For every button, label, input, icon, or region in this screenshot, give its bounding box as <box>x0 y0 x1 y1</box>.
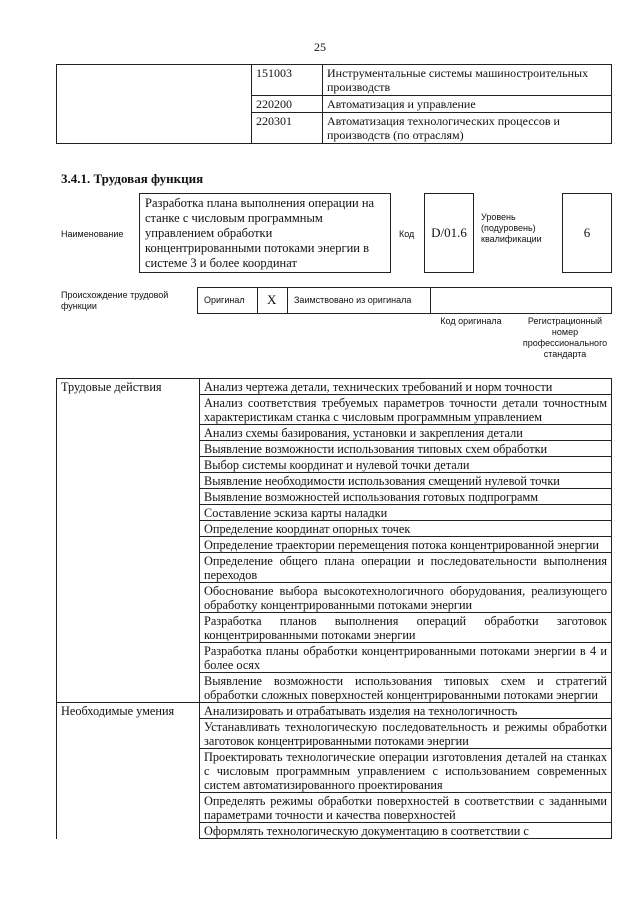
function-row <box>57 395 612 425</box>
function-row <box>57 425 612 441</box>
function-row <box>57 489 612 505</box>
function-item: Оформлять технологическую документацию в соответствии с <box>200 823 612 839</box>
function-item: Определять режимы обработки поверхностей в соответствии с заданными параметрами точности и качества поверхностей <box>200 793 612 823</box>
category-spacer <box>57 553 200 583</box>
function-row <box>57 457 612 473</box>
specialty-code: 220301 <box>252 113 323 144</box>
category-spacer <box>57 537 200 553</box>
function-row <box>57 673 612 703</box>
category-spacer <box>57 793 200 823</box>
category-spacer <box>57 673 200 703</box>
origin-borrowed-cell <box>288 288 431 313</box>
function-row <box>57 719 612 749</box>
function-item: Разработка планов выполнения операций обработки заготовок концентрированными потоками энергии <box>200 613 612 643</box>
labor-function-code: D/01.6 <box>424 193 474 273</box>
category-spacer <box>57 823 200 839</box>
function-row <box>57 749 612 793</box>
codes-row <box>57 65 612 96</box>
function-row <box>57 441 612 457</box>
origin-borrowed-label: Заимствовано из оригинала <box>294 295 412 305</box>
function-item: Составление эскиза карты наладки <box>200 505 612 521</box>
function-row <box>57 793 612 823</box>
function-row <box>57 703 612 719</box>
origin-row <box>197 287 612 314</box>
function-item: Проектировать технологические операции изготовления деталей на станках с числовым программным управлением с использованием современных систем автоматизированного проектирования <box>200 749 612 793</box>
function-row <box>57 643 612 673</box>
function-item: Устанавливать технологическую последовательность и режимы обработки заготовок концентрированными потоками энергии <box>200 719 612 749</box>
qualification-level: 6 <box>562 193 612 273</box>
section-title: 3.4.1. Трудовая функция <box>61 171 204 186</box>
specialty-code: 151003 <box>252 65 323 96</box>
function-row <box>57 823 612 839</box>
category-spacer <box>57 457 200 473</box>
category-spacer <box>57 749 200 793</box>
page-number: 25 <box>314 40 326 54</box>
specialty-name: Инструментальные системы машиностроительных производств <box>323 65 612 96</box>
specialty-name: Автоматизация технологических процессов и производств (по отраслям) <box>323 113 612 144</box>
category-spacer <box>57 425 200 441</box>
category-spacer <box>57 505 200 521</box>
function-item: Определение общего плана операции и последовательности выполнения переходов <box>200 553 612 583</box>
function-row <box>57 583 612 613</box>
category-spacer <box>57 583 200 613</box>
specialty-name: Автоматизация и управление <box>323 96 612 113</box>
category-spacer <box>57 395 200 425</box>
function-row <box>57 613 612 643</box>
function-row <box>57 553 612 583</box>
function-item: Разработка планы обработки концентрированными потоками энергии в 4 и более осях <box>200 643 612 673</box>
function-row <box>57 473 612 489</box>
category-spacer <box>57 643 200 673</box>
origin-mark-cell <box>258 288 288 313</box>
function-item: Обоснование выбора высокотехнологичного оборудования, реализующего обработку концентрированными потоками энергии <box>200 583 612 613</box>
function-item: Анализ чертежа детали, технических требований и норм точности <box>200 379 612 395</box>
code-label: Код <box>399 229 415 239</box>
function-item: Выбор системы координат и нулевой точки детали <box>200 457 612 473</box>
origin-reg-caption: Регистрационный номер профессионального стандарта <box>522 316 608 359</box>
function-item: Выявление необходимости использования смещений нулевой точки <box>200 473 612 489</box>
function-item: Анализ соответствия требуемых параметров точности детали точностным характеристикам станка с числовым программным управлением <box>200 395 612 425</box>
qualification-level-label: Уровень (подуровень) квалификации <box>481 212 542 244</box>
function-item: Анализ схемы базирования, установки и закрепления детали <box>200 425 612 441</box>
function-item: Определение траектории перемещения потока концентрированной энергии <box>200 537 612 553</box>
specialty-codes-table <box>56 64 612 144</box>
labor-function-details-table <box>56 378 612 839</box>
origin-code-cell <box>431 288 613 313</box>
origin-original-cell <box>198 288 258 313</box>
function-item: Анализировать и отрабатывать изделия на технологичность <box>200 703 612 719</box>
category-spacer <box>57 613 200 643</box>
category-spacer <box>57 489 200 505</box>
function-row <box>57 521 612 537</box>
category-spacer <box>57 441 200 457</box>
function-row <box>57 505 612 521</box>
codes-empty-cell <box>57 65 252 144</box>
category-spacer <box>57 473 200 489</box>
category-spacer <box>57 719 200 749</box>
labor-function-name: Разработка плана выполнения операции на станке с числовым программным управлением обработки концентрированными потоками энергии в системе 3 и более координат <box>139 193 391 273</box>
function-item: Выявление возможностей использования готовых подпрограмм <box>200 489 612 505</box>
category-label: Необходимые умения <box>57 703 200 719</box>
function-item: Определение координат опорных точек <box>200 521 612 537</box>
function-row <box>57 537 612 553</box>
function-item: Выявление возможности использования типовых схем и стратегий обработки сложных поверхностей концентрированными потоками энергии <box>200 673 612 703</box>
origin-original-mark: X <box>267 292 277 307</box>
function-row <box>57 379 612 395</box>
origin-original-label: Оригинал <box>204 295 245 305</box>
origin-label: Происхождение трудовой функции <box>61 290 169 311</box>
name-label: Наименование <box>61 229 124 239</box>
specialty-code: 220200 <box>252 96 323 113</box>
function-item: Выявление возможности использования типовых схем обработки <box>200 441 612 457</box>
category-label: Трудовые действия <box>57 379 200 395</box>
origin-code-caption: Код оригинала <box>440 316 502 326</box>
category-spacer <box>57 521 200 537</box>
